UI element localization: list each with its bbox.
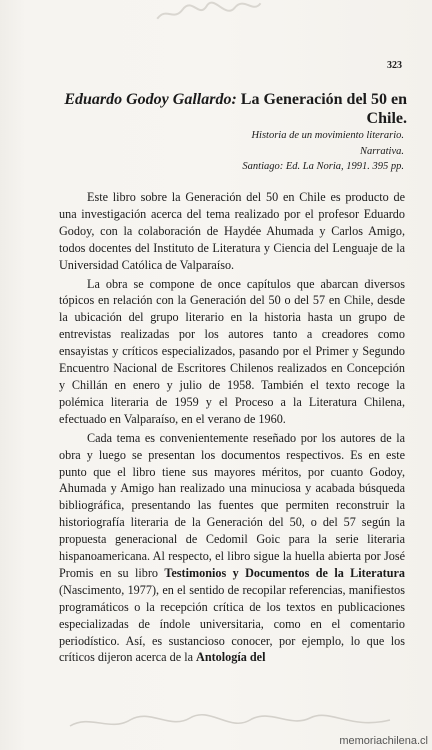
site-watermark: memoriachilena.cl <box>339 735 428 747</box>
paragraph-3-text-a: Cada tema es convenientemente reseñado por los autores de la obra y luego se presentan los documentos respectivos. Es en este punto que el libro tiene sus mayores méritos, por cuanto Godoy, Ahumada y Amigo han realizado una minuciosa y acabada búsqueda bibliográfica, presentando las fuentes que permiten reconstruir la historiografía literaria de la Generación del 50, o del 57 según la propuesta generacional de Cedomil Goic para la serie literaria hispanoamericana. Al respecto, el libro sigue la huella abierta por José Promis en su libro <box>59 430 405 580</box>
bleed-through-mark <box>154 0 265 30</box>
paragraph-2: La obra se compone de once capítulos que abarcan diversos tópicos en relación con la Generación del 50 o del 57 en Chile, desde la ubicación del grupo literario en la historia hasta un grupo de entrevistas realizadas por los autores tanto a creadores como ensayistas y críticos especializados, pasando por el Primer y Segundo Encuentro Nacional de Escritores Chilenos realizados en Concepción y Chillán en enero y julio de 1958. También el texto recoge la polémica literaria de 1959 y el Proceso a la Literatura Chilena, efectuado en Valparaíso, en el verano de 1960. <box>59 276 405 426</box>
book-genre: Narrativa. <box>359 145 404 157</box>
book-publisher: Santiago: Ed. La Noria, 1991. 395 pp. <box>242 161 404 172</box>
bleed-through-scribble <box>154 0 265 25</box>
book-subtitle: Historia de un movimiento literario. <box>251 130 404 141</box>
bleed-through-handwriting <box>60 708 400 736</box>
review-author: Eduardo Godoy Gallardo: <box>64 91 237 108</box>
bibliographic-info <box>104 128 404 175</box>
paragraph-3 <box>59 430 405 667</box>
review-body <box>59 189 405 668</box>
review-title <box>62 90 407 128</box>
cited-anthology-title: Antología del <box>196 650 266 665</box>
page-number: 323 <box>387 60 402 71</box>
cited-book-title: Testimonios y Documentos de la Literatura <box>164 565 405 580</box>
paragraph-3-text-b: (Nascimento, 1977), en el sentido de recopilar referencias, manifiestos programáticos o la recepción crítica de los textos en publicaciones especializadas de índole universitaria, como en el comentario periodístico. Así, es sustancioso conocer, por ejemplo, lo que los críticos dijeron acerca de la <box>59 582 405 665</box>
paragraph-1: Este libro sobre la Generación del 50 en Chile es producto de una investigación acerca del tema realizado por el profesor Eduardo Godoy, con la colaboración de Haydée Ahumada y Carlos Amigo, todos docentes del Instituto de Literatura y Ciencia del Lenguaje de la Universidad Católica de Valparaíso. <box>59 190 405 272</box>
book-title: La Generación del 50 en Chile. <box>240 91 407 127</box>
